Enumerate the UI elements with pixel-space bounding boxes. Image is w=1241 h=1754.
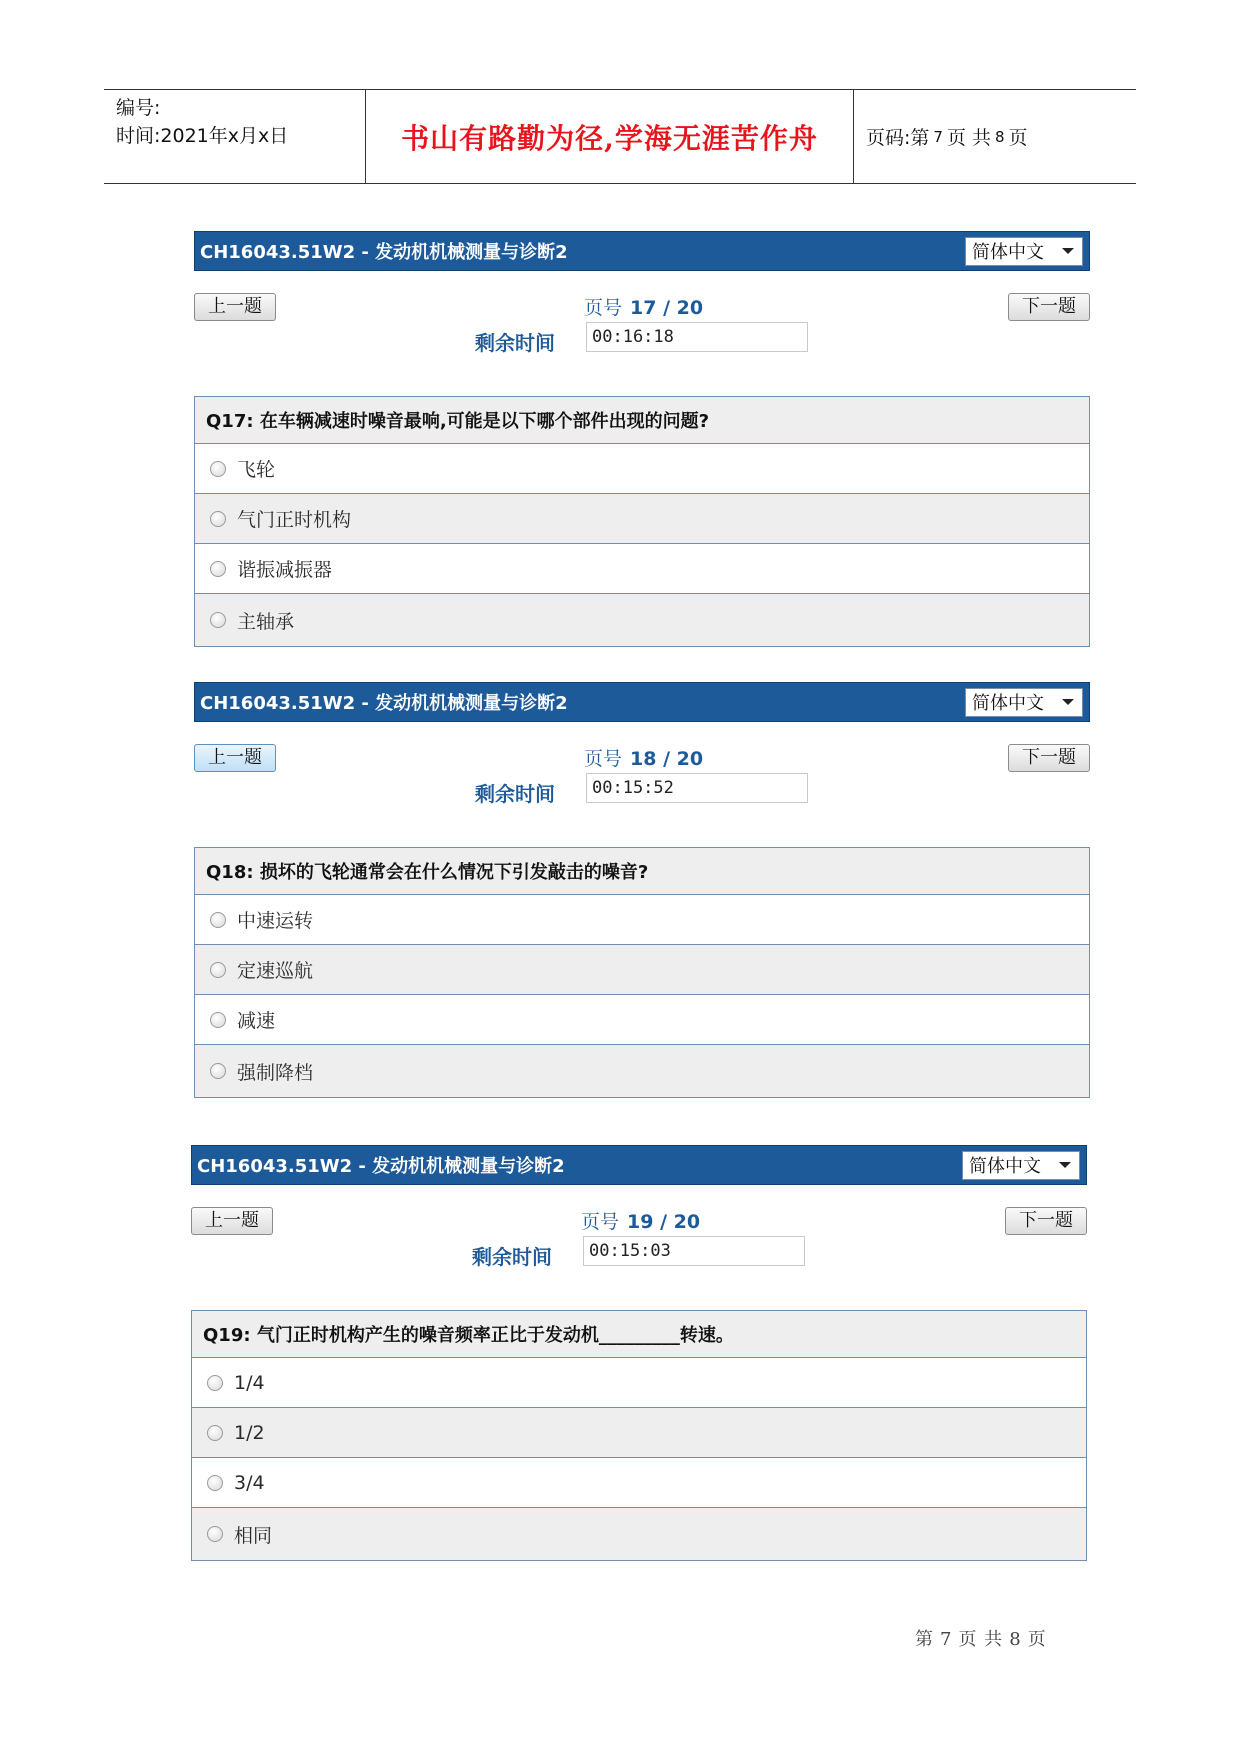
page-value: 17 / 20 [630, 297, 704, 319]
radio-button-icon[interactable] [210, 1012, 226, 1028]
footer-current: 7 [940, 1629, 953, 1650]
option-label: 1/2 [234, 1421, 265, 1444]
page-indicator [584, 744, 703, 771]
next-question-button[interactable]: 下一题 [1008, 744, 1090, 772]
radio-button-icon[interactable] [210, 1063, 226, 1079]
radio-button-icon[interactable] [207, 1475, 223, 1491]
answer-option[interactable] [195, 594, 1089, 646]
navigation-row [191, 1185, 1087, 1277]
language-select[interactable] [965, 237, 1083, 266]
radio-button-icon[interactable] [207, 1375, 223, 1391]
option-label: 飞轮 [237, 459, 276, 481]
option-label: 气门正时机构 [237, 509, 352, 531]
page-current: 7 [933, 127, 943, 146]
timer-label: 剩余时间 [472, 1245, 552, 1269]
question-box [191, 1310, 1087, 1561]
radio-button-icon[interactable] [210, 511, 226, 527]
language-value: 简体中文 [972, 693, 1044, 714]
navigation-row [194, 271, 1090, 363]
option-label: 1/4 [234, 1371, 265, 1394]
course-title: CH16043.51W2 - 发动机机械测量与诊断2 [200, 693, 568, 714]
page-end: 页 [1008, 127, 1028, 149]
motto: 书山有路勤为径,学海无涯苦作舟 [366, 90, 854, 183]
course-title: CH16043.51W2 - 发动机机械测量与诊断2 [197, 1156, 565, 1177]
option-label: 定速巡航 [237, 960, 314, 982]
radio-button-icon[interactable] [207, 1526, 223, 1542]
prev-question-button[interactable]: 上一题 [191, 1207, 273, 1235]
question-text: Q19: 气门正时机构产生的噪音频率正比于发动机_________转速。 [192, 1311, 1086, 1358]
header-page-indicator [854, 90, 1136, 183]
prev-question-button[interactable]: 上一题 [194, 293, 276, 321]
answer-option[interactable] [195, 895, 1089, 945]
footer-total: 8 [1009, 1629, 1022, 1650]
page-value: 19 / 20 [627, 1211, 701, 1233]
number-label: 编号: [116, 97, 161, 119]
question-text: Q17: 在车辆减速时噪音最响,可能是以下哪个部件出现的问题? [195, 397, 1089, 444]
timer-label: 剩余时间 [475, 331, 555, 355]
page-total: 8 [995, 127, 1005, 146]
answer-option[interactable] [195, 444, 1089, 494]
option-label: 相同 [234, 1524, 273, 1547]
quiz-screen-19 [191, 1145, 1087, 1547]
chevron-down-icon [1062, 699, 1074, 705]
course-title: CH16043.51W2 - 发动机机械测量与诊断2 [200, 242, 568, 263]
page-value: 18 / 20 [630, 748, 704, 770]
question-box [194, 396, 1090, 647]
page-label: 页号 [581, 1211, 620, 1233]
page-footer [912, 1625, 1050, 1651]
quiz-screen-17 [194, 231, 1090, 633]
option-label: 谐振减振器 [237, 559, 333, 581]
radio-button-icon[interactable] [210, 912, 226, 928]
option-label: 3/4 [234, 1471, 265, 1494]
option-label: 中速运转 [237, 910, 314, 932]
navigation-row [194, 722, 1090, 814]
language-select[interactable] [965, 688, 1083, 717]
prev-question-button[interactable]: 上一题 [194, 744, 276, 772]
radio-button-icon[interactable] [210, 612, 226, 628]
answer-option[interactable] [195, 995, 1089, 1045]
timer-field: 00:16:18 [586, 322, 808, 352]
page-indicator [584, 293, 703, 320]
chevron-down-icon [1059, 1162, 1071, 1168]
language-select[interactable] [962, 1151, 1080, 1180]
page-mid: 页 共 [946, 127, 991, 149]
answer-option[interactable] [195, 945, 1089, 995]
radio-button-icon[interactable] [210, 461, 226, 477]
timer-field: 00:15:52 [586, 773, 808, 803]
page-label: 页号 [584, 748, 623, 770]
document-header [104, 89, 1136, 184]
question-box [194, 847, 1090, 1098]
quiz-screen-18 [194, 682, 1090, 1084]
header-meta [104, 90, 366, 183]
language-value: 简体中文 [969, 1156, 1041, 1177]
option-label: 主轴承 [237, 610, 295, 633]
page-indicator [581, 1207, 700, 1234]
footer-mid: 页 共 [958, 1629, 1004, 1650]
quiz-title-bar [194, 682, 1090, 722]
language-value: 简体中文 [972, 242, 1044, 263]
timer-field: 00:15:03 [583, 1236, 805, 1266]
page-label: 页号 [584, 297, 623, 319]
radio-button-icon[interactable] [210, 561, 226, 577]
option-label: 减速 [237, 1010, 276, 1032]
radio-button-icon[interactable] [207, 1425, 223, 1441]
footer-suffix: 页 [1027, 1629, 1047, 1650]
answer-option[interactable] [195, 544, 1089, 594]
option-label: 强制降档 [237, 1061, 314, 1084]
question-text: Q18: 损坏的飞轮通常会在什么情况下引发敲击的噪音? [195, 848, 1089, 895]
chevron-down-icon [1062, 248, 1074, 254]
answer-option[interactable] [192, 1408, 1086, 1458]
answer-option[interactable] [192, 1358, 1086, 1408]
next-question-button[interactable]: 下一题 [1005, 1207, 1087, 1235]
footer-prefix: 第 [915, 1629, 934, 1650]
answer-option[interactable] [192, 1508, 1086, 1560]
page-label: 页码:第 [866, 127, 930, 149]
timer-label: 剩余时间 [475, 782, 555, 806]
quiz-title-bar [194, 231, 1090, 271]
next-question-button[interactable]: 下一题 [1008, 293, 1090, 321]
date-label: 时间:2021年x月x日 [116, 125, 289, 147]
answer-option[interactable] [195, 494, 1089, 544]
radio-button-icon[interactable] [210, 962, 226, 978]
answer-option[interactable] [192, 1458, 1086, 1508]
answer-option[interactable] [195, 1045, 1089, 1097]
quiz-title-bar [191, 1145, 1087, 1185]
